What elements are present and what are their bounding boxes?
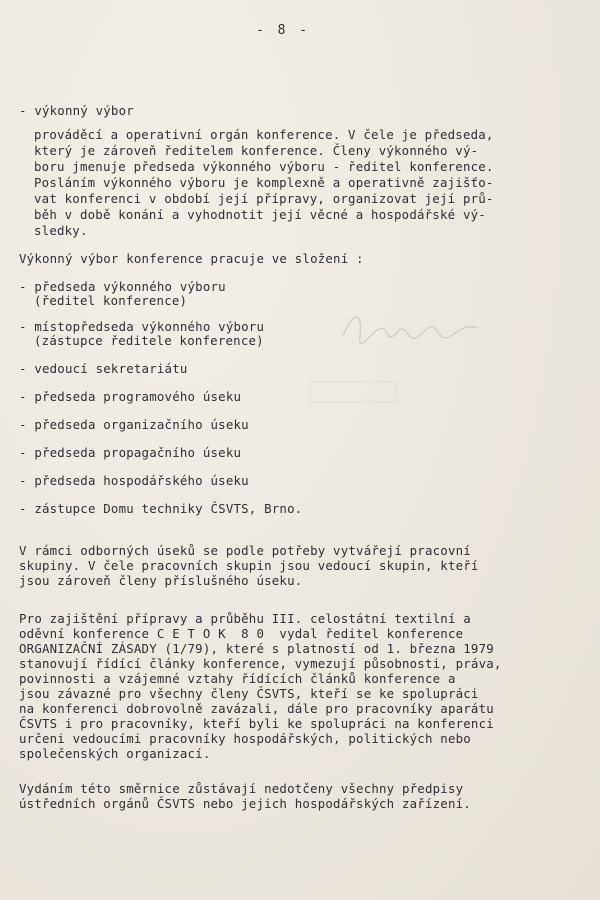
text-line: ústředních orgánů ČSVTS nebo jejich hospodářských zařízení. [19,796,471,811]
list-item: - předseda hospodářského úseku [19,473,249,488]
text-line: prováděcí a operativní orgán konference. V čele je předseda, [34,127,494,142]
composition-intro: Výkonný výbor konference pracuje ve složení : [19,251,364,266]
text-line: ORGANIZAČNÍ ZÁSADY (1/79), které s platností od 1. března 1979 [19,641,494,656]
text-line: který je zároveň ředitelem konference. Členy výkonného vý- [34,143,479,158]
text-line: společenských organizací. [19,746,211,761]
text-line: Vydáním této směrnice zůstávají nedotčeny všechny předpisy [19,781,464,796]
list-item-note: (zástupce ředitele konference) [34,333,264,348]
text-line: skupiny. V čele pracovních skupin jsou vedoucí skupin, kteří [19,558,479,573]
text-line: povinnosti a vzájemné vztahy řídících článků konference a [19,671,456,686]
list-item: - předseda programového úseku [19,389,242,404]
text-line: boru jmenuje předseda výkonného výboru - ředitel konference. [34,159,494,174]
list-item: - místopředseda výkonného výboru [19,319,265,334]
text-line: Posláním výkonného výboru je komplexně a operativně zajišťo- [34,175,494,190]
text-line: na konferenci dobrovolně zavázali, dále pro pracovníky aparátu [19,701,494,716]
text-line: V rámci odborných úseků se podle potřeby vytvářejí pracovní [19,543,471,558]
list-item: - předseda propagačního úseku [19,445,242,460]
page-number: - 8 - [256,23,311,38]
section-heading: - výkonný výbor [19,103,134,118]
text-line: Pro zajištění přípravy a průběhu III. celostátní textilní a [19,611,471,626]
text-line: běh v době konání a vyhodnotit její věcné a hospodářské vý- [34,207,486,222]
text-line: jsou závazné pro všechny členy ČSVTS, kteří se ke spolupráci [19,686,479,701]
list-item: - předseda výkonného výboru [19,279,226,294]
text-line: ČSVTS i pro pracovníky, kteří byli ke spolupráci na konferenci [19,716,494,731]
faint-stamp-image [308,380,398,404]
list-item: - zástupce Domu techniky ČSVTS, Brno. [19,501,303,516]
list-item: - vedoucí sekretariátu [19,361,188,376]
text-line: vat konferenci v období její přípravy, organizovat její prů- [34,191,494,206]
list-item: - předseda organizačního úseku [19,417,249,432]
text-line: stanovují řídící články konference, vymezují působnosti, práva, [19,656,502,671]
text-line: určeni vedoucími pracovníky hospodářských, politických nebo [19,731,471,746]
text-line: sledky. [34,223,88,238]
list-item-note: (ředitel konference) [34,293,188,308]
faint-signature-image [338,306,488,346]
text-line: oděvní konference C E T O K 8 0 vydal ředitel konference [19,626,464,641]
text-line: jsou zároveň členy příslušného úseku. [19,573,303,588]
